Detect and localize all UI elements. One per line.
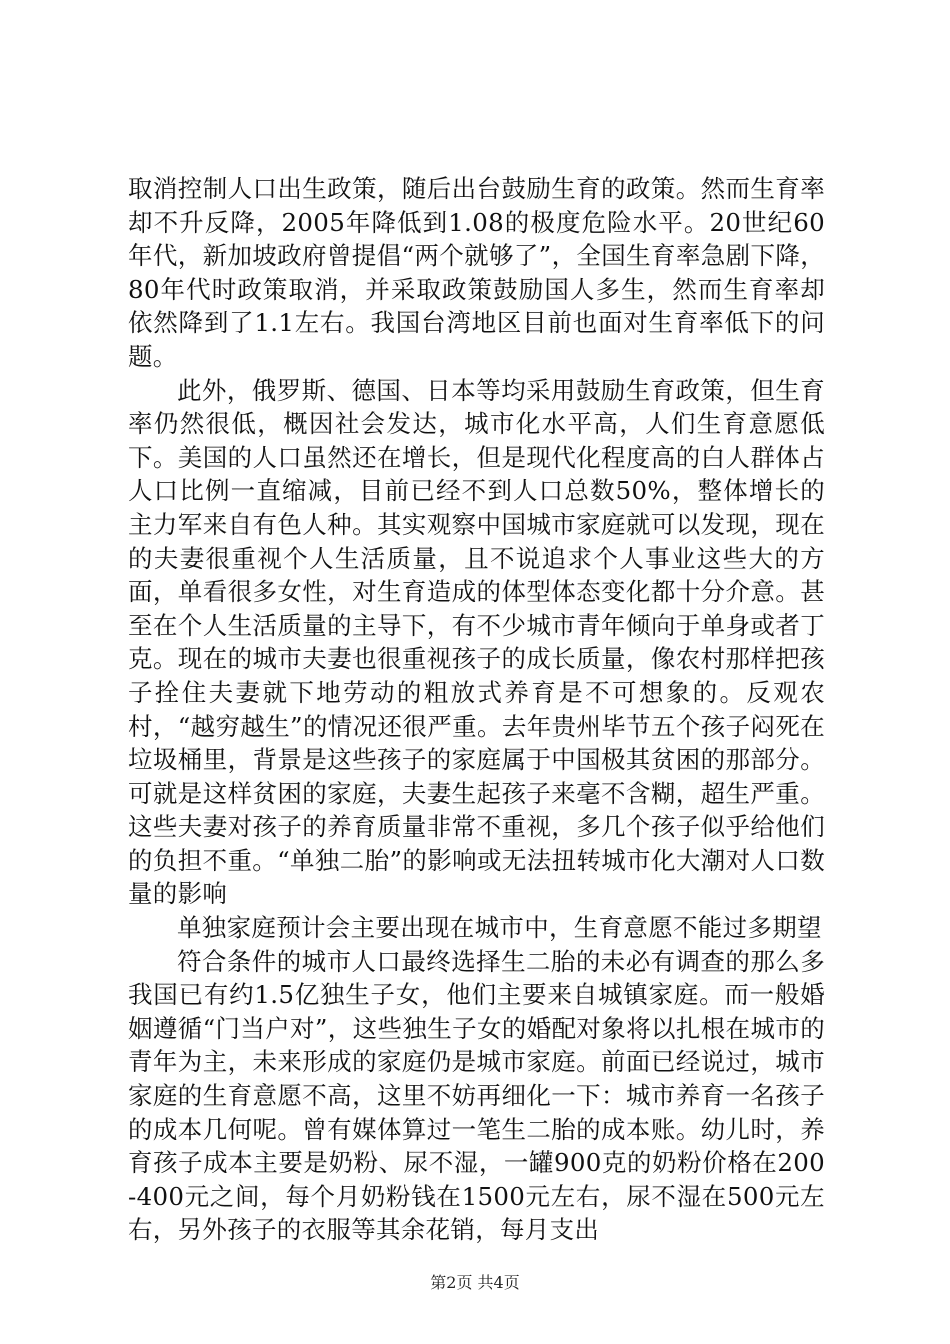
section-heading: 单独家庭预计会主要出现在城市中，生育意愿不能过多期望 bbox=[177, 913, 822, 943]
page-footer: 第2页 共4页 bbox=[430, 1273, 520, 1292]
paragraph-1: 取消控制人口出生政策，随后出台鼓励生育的政策。然而生育率却不升反降，2005年降低到1.08的极度危险水平。20世纪60年代，新加坡政府曾提倡“两个就够了”，全国生育率急剧下降，80年代时政策取消，并采取政策鼓励国人多生，然而生育率却依然降到了1.1左右。我国台湾地区目前也面对生育率低下的问题。 bbox=[128, 174, 825, 371]
body-text bbox=[128, 172, 825, 1247]
paragraph-2: 此外，俄罗斯、德国、日本等均采用鼓励生育政策，但生育率仍然很低，概因社会发达，城市化水平高，人们生育意愿低下。美国的人口虽然还在增长，但是现代化程度高的白人群体占人口比例一直缩减，目前已经不到人口总数50%，整体增长的主力军来自有色人种。其实观察中国城市家庭就可以发现，现在的夫妻很重视个人生活质量，且不说追求个人事业这些大的方面，单看很多女性，对生育造成的体型体态变化都十分介意。甚至在个人生活质量的主导下，有不少城市青年倾向于单身或者丁克。现在的城市夫妻也很重视孩子的成长质量，像农村那样把孩子拴住夫妻就下地劳动的粗放式养育是不可想象的。反观农村，“越穷越生”的情况还很严重。去年贵州毕节五个孩子闷死在垃圾桶里，背景是这些孩子的家庭属于中国极其贫困的那部分。可就是这样贫困的家庭，夫妻生起孩子来毫不含糊，超生严重。这些夫妻对孩子的养育质量非常不重视，多几个孩子似乎给他们的负担不重。“单独二胎”的影响或无法扭转城市化大潮对人口数量的影响 bbox=[128, 375, 825, 909]
paragraph-3: 符合条件的城市人口最终选择生二胎的未必有调查的那么多我国已有约1.5亿独生子女，他们主要来自城镇家庭。而一般婚姻遵循“门当户对”，这些独生子女的婚配对象将以扎根在城市的青年为主，未来形成的家庭仍是城市家庭。前面已经说过，城市家庭的生育意愿不高，这里不妨再细化一下：城市养育一名孩子的成本几何呢。曾有媒体算过一笔生二胎的成本账。幼儿时，养育孩子成本主要是奶粉、尿不湿，一罐900克的奶粉价格在200-400元之间，每个月奶粉钱在1500元左右，尿不湿在500元左右，另外孩子的衣服等其余花销，每月支出 bbox=[128, 946, 825, 1245]
